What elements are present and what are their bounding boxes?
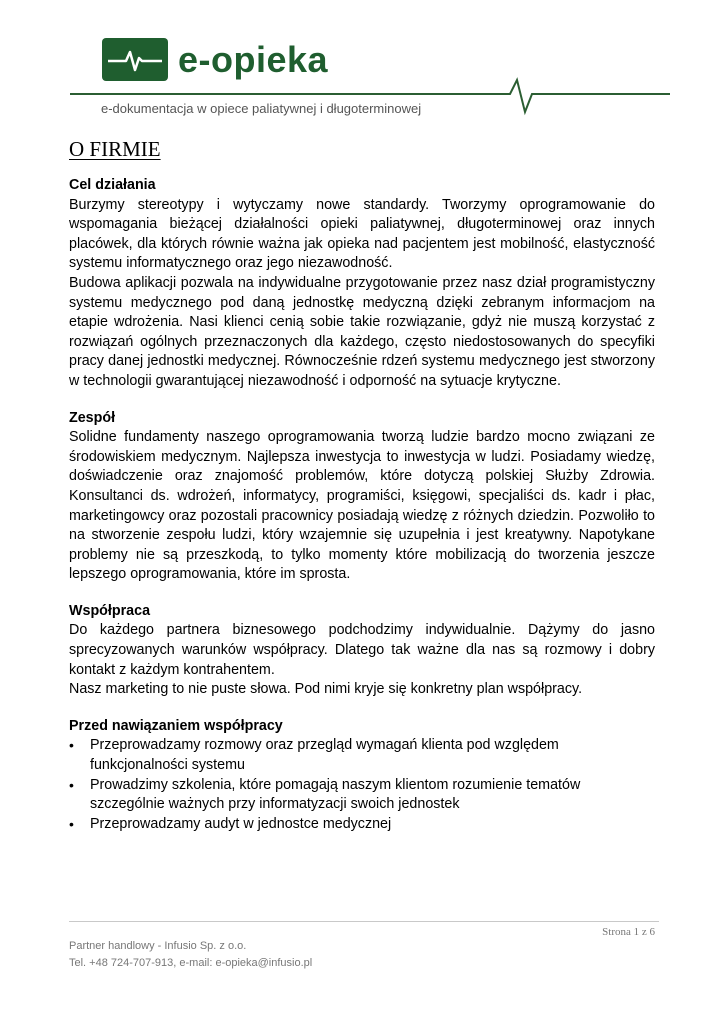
- document-header: [0, 0, 725, 130]
- footer-contact: Tel. +48 724-707-913, e-mail: e-opieka@infusio.pl: [69, 957, 313, 969]
- paragraph: Nasz marketing to nie puste słowa. Pod nimi kryje się konkretny plan współpracy.: [69, 681, 583, 698]
- list-item: • Przeprowadzamy audyt w jednostce medycznej: [90, 815, 655, 835]
- section-heading: Współpraca: [69, 602, 151, 619]
- footer-divider: [69, 921, 659, 922]
- paragraph: Burzymy stereotypy i wytyczamy nowe standardy. Tworzymy oprogramowanie do wspomagania bieżącej działalności opieki paliatywnej, długoterminowej oraz innych placówek, dla których równie ważna jak opieka nad pacjentem jest mobilność, elastyczność systemu informatycznego oraz jego niezawodność.: [69, 196, 655, 272]
- section-heading: Zespół: [69, 409, 116, 426]
- document-body: [69, 176, 655, 851]
- list-item: • Przeprowadzamy rozmowy oraz przegląd wymagań klienta pod względem funkcjonalności systemu: [90, 736, 655, 775]
- bullet-list: [69, 736, 655, 834]
- paragraph: Solidne fundamenty naszego oprogramowania tworzą ludzie bardzo mocno związani ze środowiskiem medycznym. Najlepsza inwestycja to inwestycja w ludzi. Posiadamy wiedzę, doświadczenie oraz znajomość problemów, które dotyczą polskiej Służby Zdrowia. Konsultanci ds. wdrożeń, informatycy, programiści, księgowi, specjaliści ds. kadr i płac, marketingowcy oraz pozostali pracownicy posiadają wiedzę z różnych dziedzin. Pozwoliło to na stworzenie zespołu ludzi, który wzajemnie się uzupełnia i jest kreatywny. Napotykane problemy nie są przeszkodą, to tylko momenty które mobilizacją do tworzenia jeszcze lepszego oprogramowania, które im sprosta.: [69, 429, 655, 583]
- brand-logo-text: e-opieka: [178, 39, 329, 80]
- section-wspolpraca: [69, 602, 655, 700]
- section-zespol: [69, 409, 655, 585]
- list-item: • Prowadzimy szkolenia, które pomagają naszym klientom rozumienie tematów szczególnie ważnych przy informatyzacji swoich jednostek: [90, 776, 655, 815]
- section-heading: Przed nawiązaniem współpracy: [69, 717, 283, 734]
- paragraph: Budowa aplikacji pozwala na indywidualne przygotowanie przez nasz dział programistyczny systemu medycznego pod daną jednostkę medyczną dzięki zebranym informacjom na etapie wdrożenia. Nasi klienci cenią sobie takie rozwiązanie, gdyż nie muszą korzystać z rozwiązań ogólnych przeznaczonych dla każdego, często niedostosowanych do specyfiki pracy danej jednostki medycznej. Równocześnie rdzeń systemu medycznego jest stworzony w technologii gwarantującej niezawodność i odporność na sytuacje krytyczne.: [69, 274, 655, 389]
- section-cel-dzialania: [69, 176, 655, 392]
- paragraph: Do każdego partnera biznesowego podchodzimy indywidualnie. Dążymy do jasno sprecyzowanych warunków współpracy. Dlatego tak ważne dla nas są rozmowy i dobry kontakt z każdym kontrahentem.: [69, 622, 655, 678]
- section-heading: Cel działania: [69, 177, 156, 193]
- brand-tagline: e-dokumentacja w opiece paliatywnej i długoterminowej: [101, 101, 422, 116]
- page-number: Strona 1 z 6: [602, 926, 655, 938]
- ecg-pulse-icon: [102, 38, 168, 81]
- section-przed-nawiazaniem: [69, 717, 655, 835]
- footer-partner: Partner handlowy - Infusio Sp. z o.o.: [69, 940, 247, 952]
- page-title: O FIRMIE: [69, 137, 161, 161]
